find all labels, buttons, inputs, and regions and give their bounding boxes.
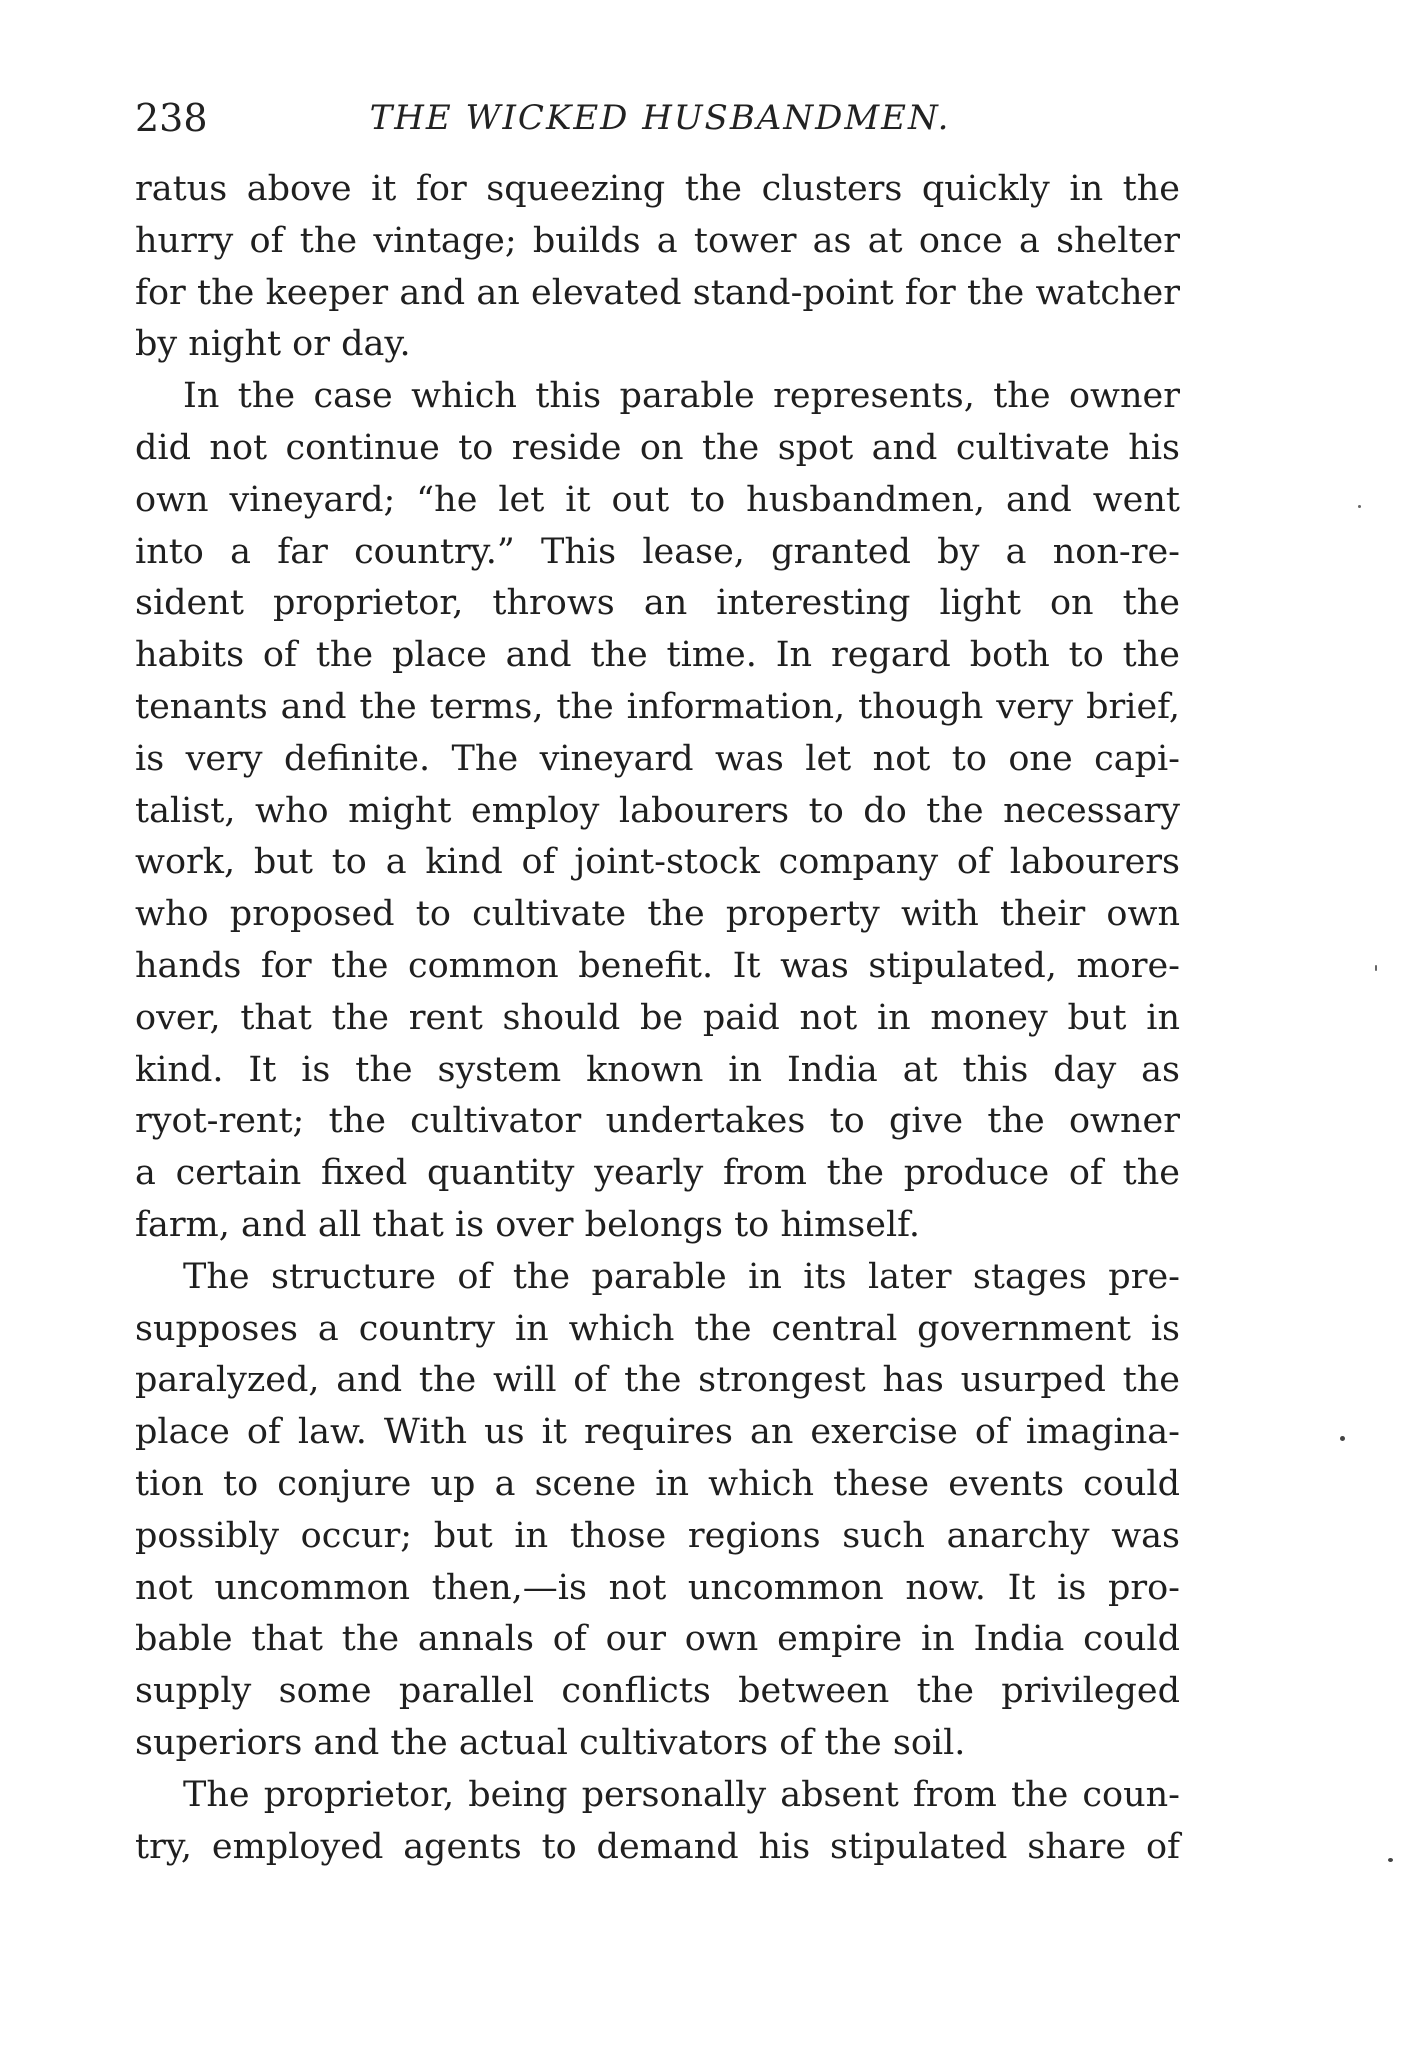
text-line: not uncommon then,—is not uncommon now. It is pro- [135,1567,1180,1608]
running-title: THE WICKED HUSBANDMEN. [369,98,951,138]
text-line: work, but to a kind of joint-stock company of labourers [135,842,1180,883]
text-line: tenants and the terms, the information, though very brief, [135,686,1180,727]
body-text [135,164,1180,1894]
text-line: own vineyard; “he let it out to husbandmen, and went [135,479,1180,520]
text-line: paralyzed, and the will of the strongest has usurped the [135,1360,1180,1401]
text-line: superiors and the actual cultivators of the soil. [135,1722,966,1763]
text-line: place of law. With us it requires an exercise of imagina- [135,1412,1180,1453]
text-line: ratus above it for squeezing the clusters quickly in the [135,169,1180,209]
text-line: a certain fixed quantity yearly from the produce of the [135,1153,1180,1194]
text-line: who proposed to cultivate the property with their own [135,894,1180,935]
paragraph-start-line: In the case which this parable represents, the owner [183,376,1180,417]
text-line: hurry of the vintage; builds a tower as at once a shelter [135,220,1180,261]
text-line: possibly occur; but in those regions such anarchy was [135,1515,1180,1556]
text-line: supply some parallel conflicts between the privileged [135,1671,1180,1712]
page-number: 238 [135,96,208,140]
paper-speck [1375,965,1377,971]
text-line: did not continue to reside on the spot and cultivate his [135,427,1180,468]
text-line: over, that the rent should be paid not in money but in [135,997,1180,1038]
text-line: farm, and all that is over belongs to himself. [135,1204,920,1245]
paper-speck [1340,1436,1345,1441]
text-line: hands for the common benefit. It was stipulated, more- [135,945,1180,986]
text-line: supposes a country in which the central government is [135,1308,1180,1349]
text-line: try, employed agents to demand his stipulated share of [135,1826,1180,1867]
page-header [135,88,1185,148]
text-line: tion to conjure up a scene in which these events could [135,1463,1180,1504]
text-line: sident proprietor, throws an interesting light on the [135,583,1180,624]
text-line: talist, who might employ labourers to do the necessary [135,790,1180,831]
text-line: bable that the annals of our own empire in India could [135,1619,1180,1660]
text-line: into a far country.” This lease, granted by a non-re- [135,531,1180,572]
text-line: for the keeper and an elevated stand-point for the watcher [135,272,1180,313]
text-line: by night or day. [135,324,411,365]
text-line: kind. It is the system known in India at this day as [135,1049,1180,1090]
paper-speck [1388,1858,1393,1862]
paragraph-start-line: The structure of the parable in its later stages pre- [183,1256,1180,1297]
text-line: ryot-rent; the cultivator undertakes to give the owner [135,1101,1180,1142]
text-line: is very definite. The vineyard was let not to one capi- [135,738,1180,779]
paragraph-start-line: The proprietor, being personally absent from the coun- [183,1774,1180,1815]
text-line: habits of the place and the time. In regard both to the [135,635,1180,676]
paper-speck [1358,505,1361,508]
